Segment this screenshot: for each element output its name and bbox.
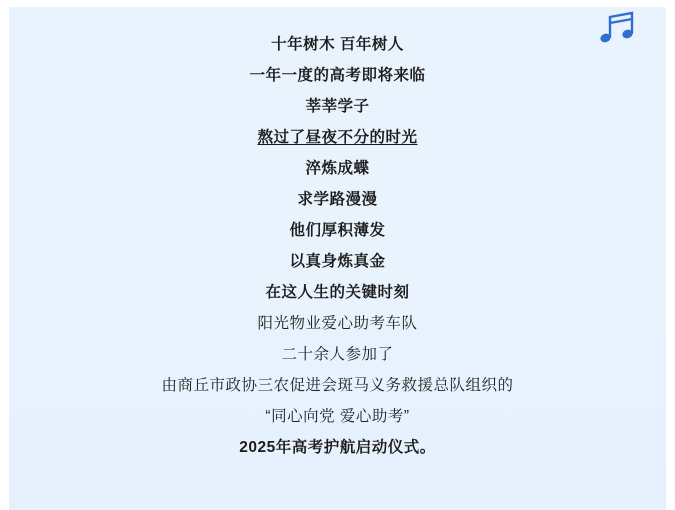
text-line: 在这人生的关键时刻 <box>265 284 410 301</box>
text-line: 一年一度的高考即将来临 <box>249 67 426 84</box>
top-margin <box>0 0 675 7</box>
text-line: 莘莘学子 <box>305 98 370 115</box>
left-margin <box>0 0 9 510</box>
text-line: 以真身炼真金 <box>289 253 386 270</box>
text-line: 二十余人参加了 <box>281 346 394 363</box>
right-margin <box>666 0 675 510</box>
text-line: 2025年高考护航启动仪式。 <box>239 439 436 456</box>
text-line: 他们厚积薄发 <box>289 222 386 239</box>
text-line: 熬过了昼夜不分的时光 <box>257 129 418 146</box>
text-line: 淬炼成蝶 <box>305 160 370 177</box>
text-line: “同心向党 爱心助考” <box>265 408 410 425</box>
poem-body <box>9 29 666 463</box>
text-line: 由商丘市政协三农促进会斑马义务救援总队组织的 <box>161 377 514 394</box>
content-card <box>9 7 666 503</box>
text-line: 十年树木 百年树人 <box>271 36 404 53</box>
text-line: 求学路漫漫 <box>297 191 378 208</box>
text-line: 阳光物业爱心助考车队 <box>257 315 418 332</box>
